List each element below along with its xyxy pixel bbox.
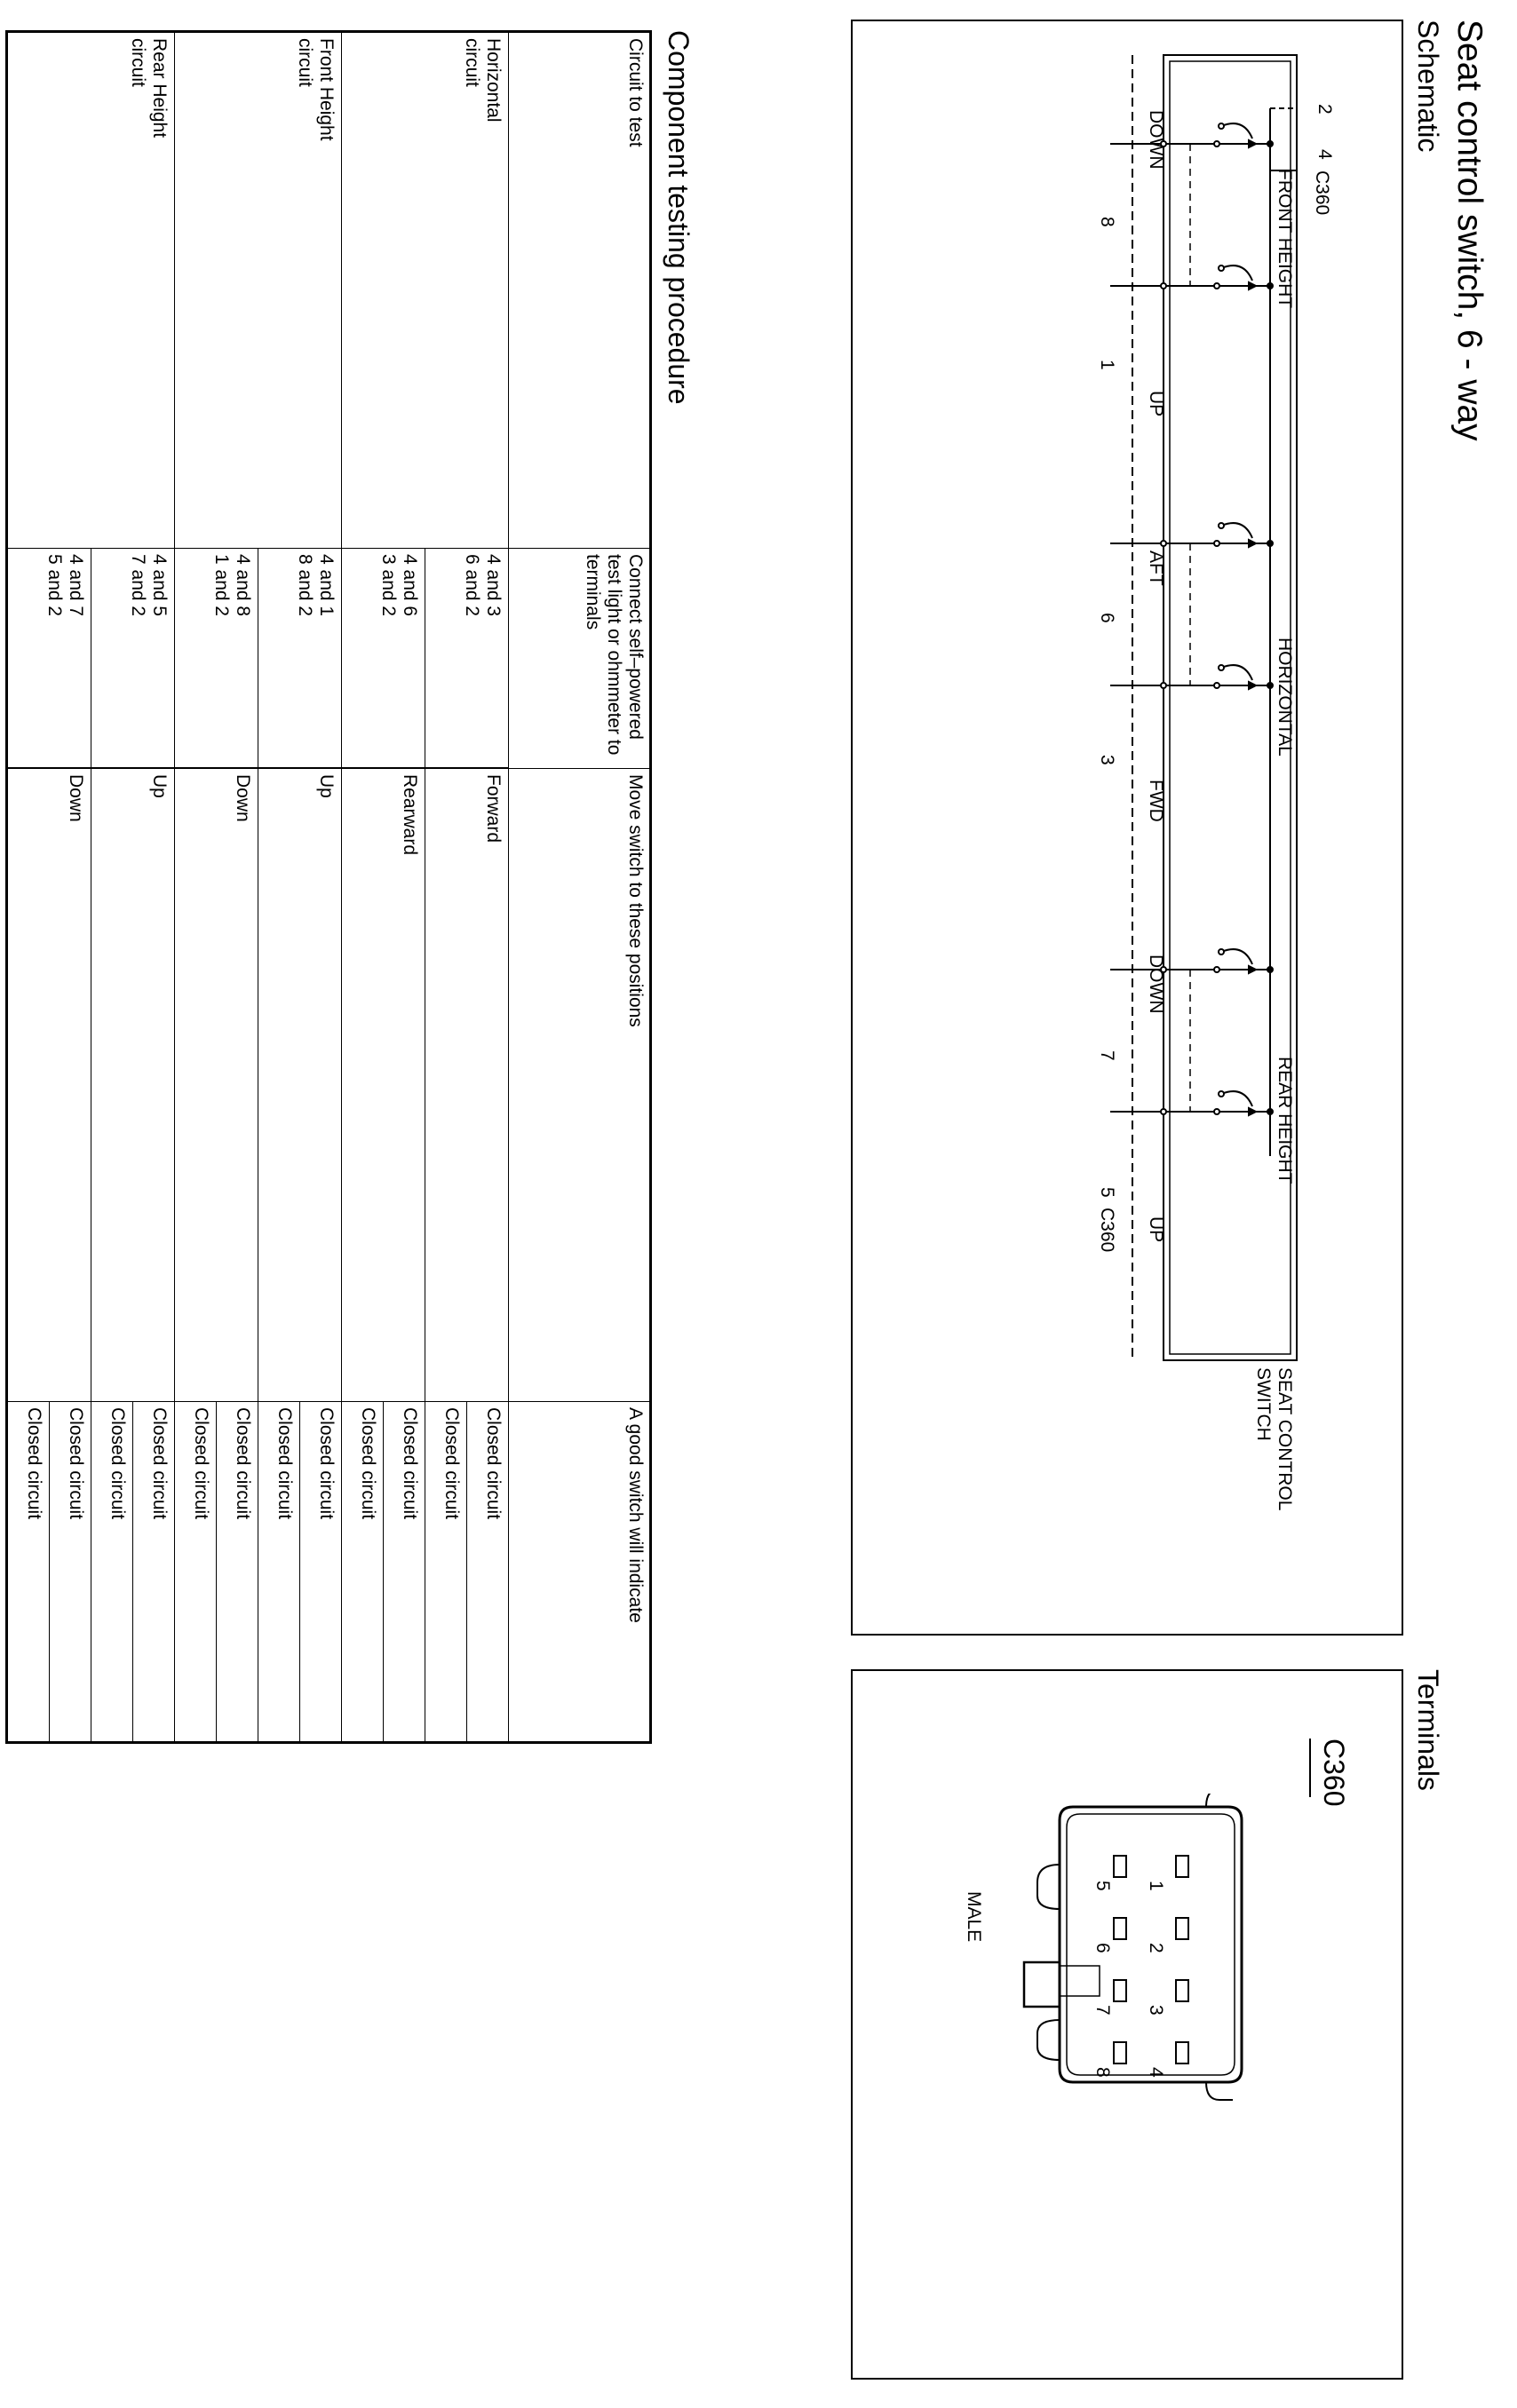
- expected-result: Closed circuit: [217, 1402, 258, 1743]
- pin-cavity: [1114, 1856, 1126, 1877]
- procedure-heading: Component testing procedure: [663, 30, 695, 405]
- switch-contact: [1110, 523, 1273, 547]
- terminal-pair-cell: [7, 549, 91, 768]
- connector-pin-number: 6: [1092, 1943, 1113, 1953]
- schematic-heading: Schematic: [1412, 20, 1444, 153]
- terminal-pair: 4 and 1: [316, 554, 337, 617]
- position-up-rear: UP: [1146, 1216, 1166, 1243]
- switch-contact: [1110, 665, 1273, 689]
- position-down-front: DOWN: [1146, 110, 1166, 170]
- header-circuit: Circuit to test: [509, 32, 651, 549]
- expected-result: Closed circuit: [7, 1402, 50, 1743]
- circuit-name-line1: Rear Height: [149, 38, 170, 139]
- pin-5-label: 5: [1097, 1187, 1117, 1198]
- position-aft: AFT: [1146, 551, 1166, 586]
- switch-position: Up: [91, 769, 175, 1402]
- pin-6-label: 6: [1097, 613, 1117, 623]
- pin-2-label: 2: [1314, 104, 1335, 115]
- expected-result: Closed circuit: [175, 1402, 217, 1743]
- schematic-diagram: [851, 20, 1403, 1636]
- page-title: Seat control switch, 6 - way: [1450, 20, 1489, 441]
- pin-cavity: [1114, 1918, 1126, 1939]
- pin-cavity: [1176, 2042, 1188, 2063]
- switch-position: Rearward: [342, 769, 425, 1402]
- switch-label-line1: SEAT CONTROL: [1275, 1367, 1295, 1511]
- expected-result: Closed circuit: [258, 1402, 300, 1743]
- expected-result: Closed circuit: [342, 1402, 384, 1743]
- pin-7-label: 7: [1097, 1050, 1117, 1061]
- pin-cavity: [1114, 2042, 1126, 2063]
- circuit-cell: [175, 32, 342, 549]
- connector-c360-top: C360: [1312, 170, 1332, 216]
- procedure-table: [5, 30, 652, 1744]
- terminal-pair: 4 and 6: [400, 554, 420, 617]
- section-front-height: FRONT HEIGHT: [1275, 169, 1295, 309]
- terminal-pair: 8 and 2: [295, 554, 315, 617]
- switch-label-line2: SWITCH: [1253, 1367, 1274, 1441]
- terminals-connector-name: C360: [1318, 1739, 1350, 1807]
- connector-drawing: [993, 1794, 1259, 2149]
- switch-position: Down: [175, 769, 258, 1402]
- pin-1-label: 1: [1097, 360, 1117, 370]
- terminal-pair-cell: [425, 549, 509, 768]
- position-up-front: UP: [1146, 391, 1166, 417]
- circuit-name-line1: Front Height: [316, 38, 337, 141]
- circuit-name-line2: circuit: [295, 38, 315, 87]
- connector-pin-number: 4: [1146, 2067, 1166, 2078]
- position-fwd: FWD: [1146, 780, 1166, 822]
- terminal-pair: 7 and 2: [128, 554, 148, 617]
- connector-c360-bottom: C360: [1097, 1208, 1117, 1253]
- terminals-gender: MALE: [964, 1891, 984, 1943]
- section-horizontal: HORIZONTAL: [1275, 638, 1295, 756]
- switch-position: Up: [258, 769, 342, 1402]
- circuit-name-line1: Horizontal: [483, 38, 504, 123]
- terminal-pair-cell: [342, 549, 425, 768]
- table-header-row: [509, 32, 651, 1743]
- terminal-pair-cell: [175, 549, 258, 768]
- pin-3-label: 3: [1097, 755, 1117, 765]
- switch-position: Down: [7, 769, 91, 1402]
- expected-result: Closed circuit: [384, 1402, 425, 1743]
- connector-pin-number: 7: [1092, 2005, 1113, 2016]
- terminals-connector-underline: [1309, 1739, 1311, 1797]
- header-positions: Move switch to these positions: [509, 769, 651, 1402]
- pin-8-label: 8: [1097, 217, 1117, 227]
- terminal-pair-cell: [258, 549, 342, 768]
- expected-result: Closed circuit: [425, 1402, 467, 1743]
- table-row: [133, 32, 175, 1743]
- header-terminals: Connect self–powered test light or ohmmeter to terminals: [509, 549, 651, 769]
- section-rear-height: REAR HEIGHT: [1275, 1057, 1295, 1184]
- pin-cavity: [1176, 1856, 1188, 1877]
- terminal-pair: 4 and 7: [66, 554, 86, 617]
- terminal-pair: 3 and 2: [378, 554, 399, 617]
- circuit-name-line2: circuit: [128, 38, 148, 87]
- pin-4-label: 4: [1314, 149, 1335, 160]
- expected-result: Closed circuit: [467, 1402, 509, 1743]
- connector-pin-number: 2: [1146, 1943, 1166, 1953]
- pin-cavity: [1176, 1918, 1188, 1939]
- pin-cavity: [1176, 1980, 1188, 2001]
- expected-result: Closed circuit: [50, 1402, 91, 1743]
- position-down-rear: DOWN: [1146, 954, 1166, 1014]
- terminal-pair: 4 and 5: [149, 554, 170, 617]
- terminal-pair-cell: [91, 549, 175, 768]
- circuit-name-line2: circuit: [462, 38, 482, 87]
- expected-result: Closed circuit: [91, 1402, 133, 1743]
- switch-contact: [1110, 265, 1273, 289]
- switch-contact: [1110, 123, 1273, 147]
- terminals-heading: Terminals: [1412, 1669, 1444, 1791]
- terminal-pair: 4 and 8: [233, 554, 253, 617]
- connector-pin-number: 3: [1146, 2005, 1166, 2016]
- circuit-cell: [7, 32, 175, 549]
- header-result: A good switch will indicate: [509, 1402, 651, 1743]
- switch-position: Forward: [425, 769, 509, 1402]
- table-row: [467, 32, 509, 1743]
- switch-contact: [1110, 949, 1273, 973]
- terminal-pair: 1 and 2: [211, 554, 232, 617]
- terminal-pair: 4 and 3: [483, 554, 504, 617]
- switch-contact: [1110, 1091, 1273, 1115]
- connector-pin-number: 8: [1092, 2067, 1113, 2078]
- terminal-pair: 6 and 2: [462, 554, 482, 617]
- connector-pin-number: 1: [1146, 1881, 1166, 1891]
- table-row: [300, 32, 342, 1743]
- pin-cavity: [1114, 1980, 1126, 2001]
- connector-pin-number: 5: [1092, 1881, 1113, 1891]
- expected-result: Closed circuit: [133, 1402, 175, 1743]
- circuit-cell: [342, 32, 509, 549]
- expected-result: Closed circuit: [300, 1402, 342, 1743]
- terminal-pair: 5 and 2: [44, 554, 65, 617]
